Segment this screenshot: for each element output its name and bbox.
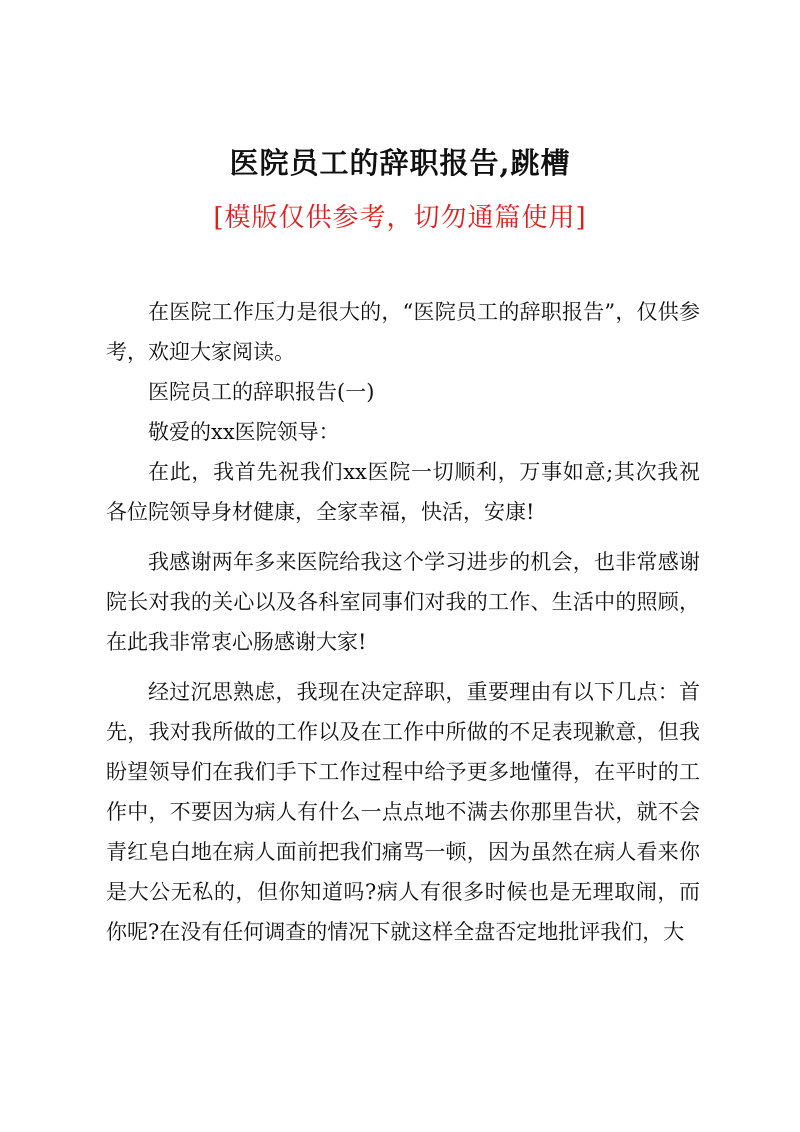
body-paragraph: 在此，我首先祝我们xx医院一切顺利，万事如意;其次我祝各位院领导身材健康，全家幸福，快活，安康! — [106, 460, 700, 524]
document-title: 医院员工的辞职报告,跳槽 — [229, 146, 571, 180]
template-disclaimer: [模版仅供参考，切勿通篇使用] — [213, 203, 587, 233]
section-heading: 医院员工的辞职报告(一) — [148, 380, 375, 404]
salutation: 敬爱的xx医院领导： — [148, 420, 340, 444]
document-body — [106, 292, 700, 952]
body-paragraph: 经过沉思熟虑，我现在决定辞职，重要理由有以下几点：首先，我对我所做的工作以及在工作中所做的不足表现歉意，但我盼望领导们在我们手下工作过程中给予更多地懂得，在平时的工作中，不要因为病人有什么一点点地不满去你那里告状，就不会青红皂白地在病人面前把我们痛骂一顿，因为虽然在病人看来你是大公无私的，但你知道吗?病人有很多时候也是无理取闹，而你呢?在没有任何调查的情况下就这样全盘否定地批评我们，大 — [106, 680, 700, 944]
intro-paragraph: 在医院工作压力是很大的，“医院员工的辞职报告”，仅供参考，欢迎大家阅读。 — [106, 300, 700, 364]
body-paragraph: 我感谢两年多来医院给我这个学习进步的机会，也非常感谢院长对我的关心以及各科室同事们对我的工作、生活中的照顾，在此我非常衷心肠感谢大家! — [106, 550, 700, 654]
